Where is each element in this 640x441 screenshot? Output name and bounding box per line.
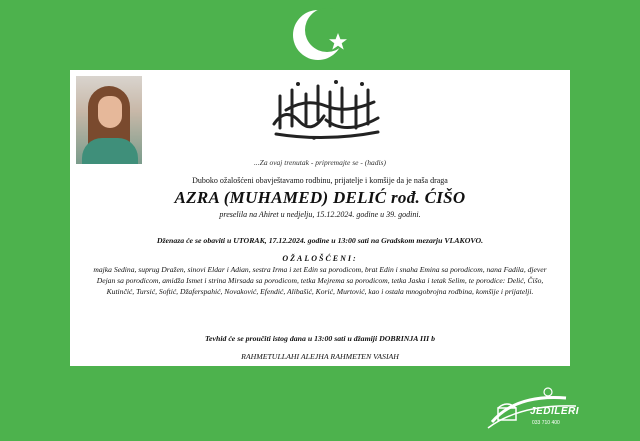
intro-text: Duboko ožalošćeni obavještavamo rodbinu, prijatelje i komšije da je naša draga (192, 176, 448, 185)
deceased-photo (76, 76, 142, 164)
arabic-calligraphy-icon (266, 76, 386, 144)
logo-name: JEDILERI (530, 406, 580, 417)
prayer-line: RAHMETULLAHI ALEJHA RAHMETEN VASIAH (241, 352, 399, 361)
logo-phone: 033 710 400 (532, 420, 560, 426)
obituary-card (70, 70, 570, 366)
mourners-heading: OŽALOŠĆENI: (282, 254, 358, 263)
tevhid-info: Tevhid će se proučiti istog dana u 13:00 sati u džamiji DOBRINJA III b (205, 334, 435, 343)
hadis-quote: ...Za ovaj trenutak - pripremajte se - (hadis) (254, 158, 386, 167)
deceased-name: AZRA (MUHAMED) DELIĆ rođ. ĆIŠO (174, 188, 466, 207)
mourners-list: majka Sedina, suprug Dražen, sinovi Eldar i Adian, sestra Irma i zet Edin sa porodicom, brat Edin i snaha Emina sa porodicom, nana Fadila, djever Dejan sa porodicom, amidža Ismet i strina Mirsada sa porodicom, tetka Mejrema sa porodicom, tetka Jaska i tetak Selim, te porodice: Delić, Čišo, Kutinčić, Tursić, Softić, Džaferspahić, Novaković, Efendić, Alibašić, Korić, Murtović, kao i ostala mnogobrojna rodbina, komšije i prijatelji. (93, 265, 547, 296)
passing-date-text: preselila na Ahiret u nedjelju, 15.12.2024. godine u 39. godini. (219, 210, 421, 219)
crescent-star-icon (292, 6, 350, 64)
funeral-info: Dženaza će se obaviti u UTORAK, 17.12.2024. godine u 13:00 sati na Gradskom mezarju VLAKOVO. (156, 236, 484, 245)
